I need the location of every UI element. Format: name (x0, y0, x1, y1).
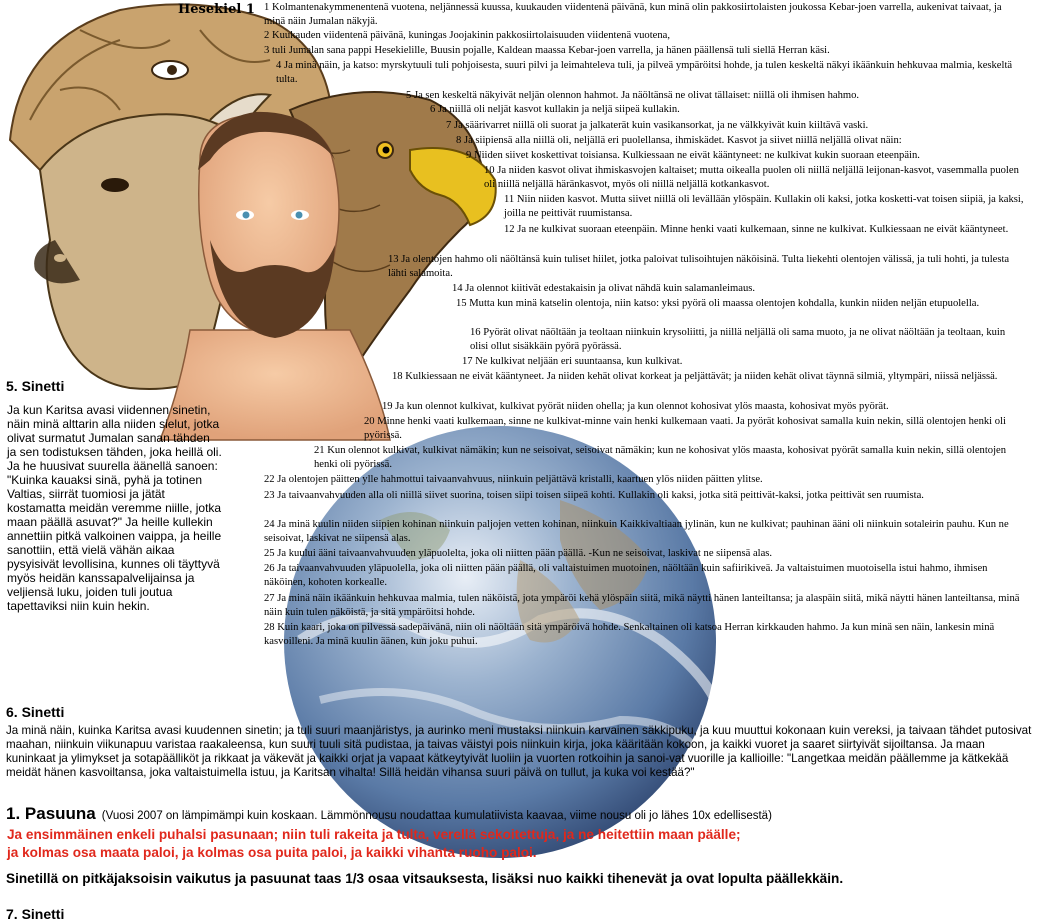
verse-17: 17 Ne kulkivat neljään eri suuntaansa, kun kulkivat. (462, 356, 683, 367)
seal-5-title: 5. Sinetti (6, 378, 65, 394)
verse-28: 28 Kuin kaari, joka on pilvessä sadepäivänä, niin oli näöltään sitä ympäröivä hohde. Senkaltainen oli katsoa Herran kirkkauden hahmo. Ja kun minä sen näin, lankesin minä kasvoilleni. Ja minä kuulin äänen, kun joku puhui. (264, 622, 995, 647)
verse-21: 21 Kun olennot kulkivat, kulkivat nämäkin; kun ne seisoivat, seisoivat nämäkin; kun ne kohosivat ylös maasta, kohosivat pyörät samalla kuin nekin, sillä olentojen henki oli pyörissä. (314, 445, 1007, 470)
verse-16: 16 Pyörät olivat näöltään ja teoltaan niinkuin krysoliitti, ja niillä neljällä oli sama muoto, ja ne olivat näöltään ja teoltaan, kuin olisi ollut sisäkkäin pyörä pyörässä. (470, 327, 1006, 352)
verse-14: 14 Ja olennot kiitivät edestakaisin ja olivat nähdä kuin salamanleimaus. (452, 283, 756, 294)
trumpet-1-line-2: ja kolmas osa maata paloi, ja kolmas osa puita paloi, ja kaikki vihanta ruoho paloi. (7, 845, 537, 860)
verse-2: 2 Kuukauden viidentenä päivänä, kuningas Joojakinin pakkosiirtolaisuuden viidentenä vuotena, (264, 30, 671, 41)
verse-24: 24 Ja minä kuulin niiden siipien kohinan niinkuin paljojen vetten kohinan, niinkuin Kaikkivaltiaan jylinän, kun ne kulkivat; pauhinan ääni oli niinkuin sotaleirin pauhu. Kun ne seisoivat, laskivat ne siipensä alas. (264, 519, 1009, 544)
verse-4: 4 Ja minä näin, ja katso: myrskytuuli tuli pohjoisesta, suuri pilvi ja leimahteleva tuli, ja pilveä ympäröitsi hohde, ja tulen keskeltä näkyi ikäänkuin hehkuvaa malmia, keskeltä tulta. (276, 60, 1013, 85)
verse-7: 7 Ja säärivarret niillä oli suorat ja jalkaterät kuin vasikansorkat, ja ne välkkyivät kuin kiiltävä vaski. (446, 120, 869, 131)
trumpet-1-title: 1. Pasuuna (6, 804, 96, 823)
verse-5: 5 Ja sen keskeltä näkyivät neljän olennon hahmot. Ja näöltänsä ne olivat tällaiset: niillä oli ihmisen hahmo. (406, 90, 860, 101)
verse-1: 1 Kolmantenakymmenentenä vuotena, neljännessä kuussa, kuukauden viidentenä päivänä, kun minä olin pakkosiirtolaisten joukossa Kebar-joen varrella, aukenivat taivaat, ja minä näin Jumalan näkyjä. (264, 2, 1002, 27)
verse-12: 12 Ja ne kulkivat suoraan eteenpäin. Minne henki vaati kulkemaan, sinne ne kulkivat. Kulkiessaan ne eivät kääntyneet. (504, 224, 1009, 235)
verse-18: 18 Kulkiessaan ne eivät kääntyneet. Ja niiden kehät olivat korkeat ja peljättävät; ja niiden kehät olivat täynnä silmiä, yltympäri, niissä neljässä. (392, 371, 998, 382)
chapter-title: Hesekiel 1 (178, 2, 255, 17)
verse-19: 19 Ja kun olennot kulkivat, kulkivat pyörät niiden ohella; ja kun olennot kohosivat ylös maasta, kohosivat myös pyörät. (382, 401, 889, 412)
verse-26: 26 Ja taivaanvahvuuden yläpuolella, joka oli niitten pään päällä, oli valtaistuimen muotoinen, näöltään kuin safiirikiveä. Ja valtaistuimen muotoisella istui hahmo, ihmisen näköinen, kohoten korkealle. (264, 563, 988, 588)
verse-13: 13 Ja olentojen hahmo oli näöltänsä kuin tuliset hiilet, jotka paloivat tulisoihtujen näköisinä. Tulta liekehti olentojen välissä, ja tuli hohti, ja tulesta lähti salamoita. (388, 254, 1010, 279)
verse-15: 15 Mutta kun minä katselin olentoja, niin katso: yksi pyörä oli maassa olentojen kohdalla, kunkin niiden neljän etupuolella. (456, 298, 980, 309)
trumpet-1-line-1: Ja ensimmäinen enkeli puhalsi pasunaan; niin tuli rakeita ja tulta, verellä sekoitettuja, ja ne heitettiin maan päälle; (7, 827, 741, 842)
verse-9: 9 Niiden siivet koskettivat toisiansa. Kulkiessaan ne eivät kääntyneet: ne kulkivat kukin suoraan eteenpäin. (466, 150, 920, 161)
trumpet-1-heading (6, 804, 772, 824)
seal-6-title: 6. Sinetti (6, 704, 65, 720)
verse-6: 6 Ja niillä oli neljät kasvot kullakin ja neljä siipeä kullakin. (430, 104, 680, 115)
verse-8: 8 Ja siipiensä alla niillä oli, neljällä eri puolellansa, ihmiskädet. Kasvot ja siivet niillä neljällä olivat näin: (456, 135, 902, 146)
verse-3: 3 tuli Jumalan sana pappi Hesekielille, Buusin pojalle, Kaldean maassa Kebar-joen varrella, ja hänen päällensä tuli siellä Herran käsi. (264, 45, 830, 56)
summary-text: Sinetillä on pitkäjaksoisin vaikutus ja pasuunat taas 1/3 osaa vitsauksesta, lisäksi nuo kaikki tihenevät ja ovat lopulta päällekkäin. (6, 871, 844, 886)
verse-20: 20 Minne henki vaati kulkemaan, sinne ne kulkivat-minne vain henki kulkemaan vaati. Ja pyörät kohosivat samalla kuin nekin, sillä olentojen henki oli pyörissä. (364, 416, 1006, 441)
trumpet-1-note: (Vuosi 2007 on lämpimämpi kuin koskaan. Lämmönnousu noudattaa kumulatiivista kaavaa, viime nousu oli jo lähes 10x edellisestä) (101, 810, 772, 822)
verse-22: 22 Ja olentojen päitten ylle hahmottui taivaanvahvuus, niinkuin peljättävä kristalli, kaartuen ylös niiden päitten ylitse. (264, 474, 763, 485)
seal-5-text: Ja kun Karitsa avasi viidennen sinetin, näin minä alttarin alla niiden sielut, jotka olivat surmatut Jumalan sanan tähden ja sen todistuksen tähden, joka heillä oli. Ja he huusivat suurella äänellä sanoen: "Kuinka kauaksi sinä, pyhä ja totinen Valtias, siirrät tuomiosi ja jätät kostamatta meidän veremme niille, jotka maan päällä asuvat?" Ja heille kullekin annettiin pitkä valkoinen vaippa, ja heille sanottiin, että vielä vähän aikaa pysyisivät levollisina, kunnes oli täyttyvä myös heidän kanssapalvelijainsa ja veljiensä luku, joiden tuli joutua tapettaviksi niin kuin hekin. (7, 403, 222, 613)
verse-23: 23 Ja taivaanvahvuuden alla oli niillä siivet suorina, toisen siipi toisen siipeä kohti. Kullakin oli kaksi, jotka sitä peittivät-kaksi, jotka peittivät sen ruumista. (264, 490, 924, 501)
verse-25: 25 Ja kuului ääni taivaanvahvuuden yläpuolelta, joka oli niitten pään päällä. -Kun ne seisoivat, laskivat ne siipensä alas. (264, 548, 773, 559)
seal-7-title: 7. Sinetti (6, 906, 65, 922)
verse-10: 10 Ja niiden kasvot olivat ihmiskasvojen kaltaiset; mutta oikealla puolen oli niillä neljällä leijonan-kasvot, vasemmalla puolen oli niillä neljällä häränkasvot, myös oli niillä neljällä kotkankasvot. (484, 165, 1019, 190)
seal-6-text: Ja minä näin, kuinka Karitsa avasi kuudennen sinetin; ja tuli suuri maanjäristys, ja aurinko meni mustaksi niinkuin karvainen säkkipuku, ja kuu muuttui kokonaan kuin vereksi, ja taivaan tähdet putosivat maahan, niinkuin viikunapuu varistaa raakaleensa, kun suuri tuuli sitä pudistaa, ja taivas väistyi pois niinkuin kirja, joka kääritään kokoon, ja kaikki vuoret ja saaret siirtyivät sijoiltansa. Ja maan kuninkaat ja ylimykset ja sotapäälliköt ja rikkaat ja väkevät ja kaikki orjat ja vapaat kätkeytyivät luoliin ja vuorten rotkoihin ja sanoi-vat vuorille ja kallioille: "Langetkaa meidän päällemme ja kätkekää meidät hänen kasvoiltansa, joka valtaistuimella istuu, ja Karitsan vihalta! Sillä heidän vihansa suuri päivä on tullut, ja kuka voi kestää?" (6, 724, 1032, 779)
verse-27: 27 Ja minä näin ikäänkuin hehkuvaa malmia, tulen näköistä, jota ympäröi kehä ylöspäin siitä, mikä näytti hänen lanteiltansa; ja alaspäin siitä, mikä näytti hänen lanteiltansa, minä näin kuin tulen näköistä, ja sitä ympäröitsi hohde. (264, 593, 1020, 618)
verse-11: 11 Niin niiden kasvot. Mutta siivet niillä oli levällään ylöspäin. Kullakin oli kaksi, jotka kosketti-vat toisen siipiä, ja kaksi, joilla ne peittivät ruumistansa. (504, 194, 1024, 219)
